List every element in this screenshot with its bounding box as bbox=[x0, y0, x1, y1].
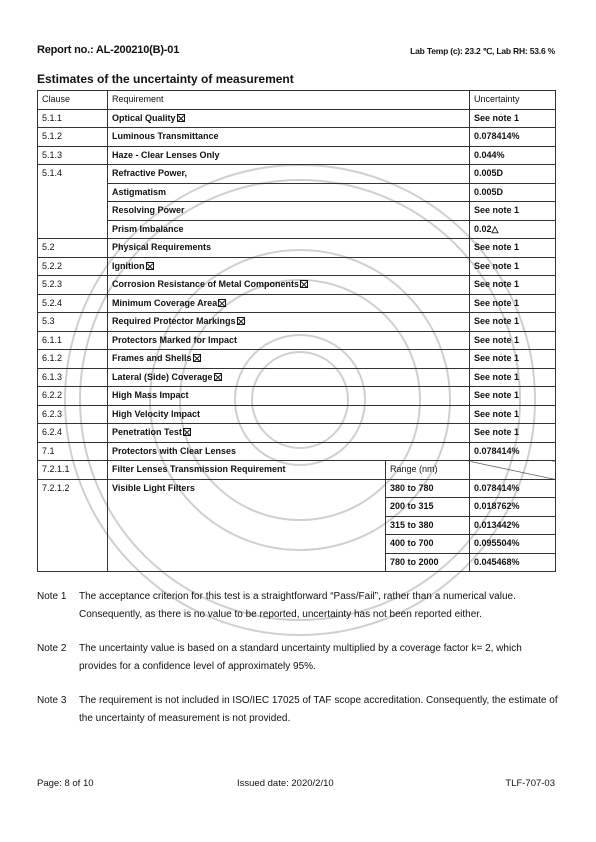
requirement-cell bbox=[108, 350, 470, 369]
requirement-text: High Mass Impact bbox=[112, 390, 189, 401]
uncertainty-cell: See note 1 bbox=[470, 294, 556, 313]
checkbox-x-icon bbox=[183, 428, 191, 436]
uncertainty-cell: 0.044% bbox=[470, 146, 556, 165]
requirement-cell bbox=[108, 239, 470, 258]
uncertainty-cell: 0.018762% bbox=[470, 498, 556, 517]
note-label: Note 1 bbox=[37, 591, 67, 602]
form-number: TLF-707-03 bbox=[505, 778, 555, 789]
table-row bbox=[38, 183, 556, 202]
uncertainty-cell: 0.078414% bbox=[470, 442, 556, 461]
requirement-text: Protectors with Clear Lenses bbox=[112, 445, 237, 456]
requirement-cell bbox=[108, 313, 470, 332]
page-footer bbox=[37, 778, 555, 792]
requirement-text: Refractive Power, bbox=[112, 168, 188, 179]
requirement-cell bbox=[108, 442, 470, 461]
requirement-cell bbox=[108, 331, 470, 350]
table-row bbox=[38, 202, 556, 221]
requirement-text: Astigmatism bbox=[112, 186, 167, 197]
requirement-text: Prism Imbalance bbox=[112, 223, 184, 234]
uncertainty-cell: See note 1 bbox=[470, 276, 556, 295]
note-text: The acceptance criterion for this test is a straightforward “Pass/Fail”, rather than a numerical value. Consequently, as there is no value to be reported, uncertainty has not been reported either. bbox=[79, 591, 516, 620]
table-body bbox=[38, 109, 556, 572]
table-row bbox=[38, 424, 556, 443]
table-row bbox=[38, 257, 556, 276]
section-title: Estimates of the uncertainty of measurement bbox=[37, 72, 294, 86]
requirement-cell bbox=[108, 183, 470, 202]
uncertainty-cell: 0.045468% bbox=[470, 553, 556, 572]
requirement-text: Lateral (Side) Coverage bbox=[112, 371, 213, 382]
uncertainty-cell: See note 1 bbox=[470, 331, 556, 350]
requirement-text: Ignition bbox=[112, 260, 145, 271]
note-label: Note 2 bbox=[37, 643, 67, 654]
clause-cell: 6.1.1 bbox=[38, 331, 108, 350]
clause-cell: 6.2.2 bbox=[38, 387, 108, 406]
table-header-row bbox=[38, 91, 556, 110]
note-label: Note 3 bbox=[37, 695, 67, 706]
note-2 bbox=[37, 640, 561, 676]
issued-date: Issued date: 2020/2/10 bbox=[237, 778, 334, 789]
uncertainty-table bbox=[37, 90, 556, 572]
requirement-text: Protectors Marked for Impact bbox=[112, 334, 238, 345]
clause-cell: 5.1.2 bbox=[38, 128, 108, 147]
page-header bbox=[37, 44, 555, 60]
requirement-text: Required Protector Markings bbox=[112, 316, 236, 327]
uncertainty-cell: See note 1 bbox=[470, 109, 556, 128]
table-row bbox=[38, 387, 556, 406]
note-text: The requirement is not included in ISO/IEC 17025 of TAF scope accreditation. Consequently, the estimate of the uncertainty of measurement is not provided. bbox=[79, 695, 558, 724]
table-row bbox=[38, 146, 556, 165]
header-clause: Clause bbox=[38, 91, 108, 110]
uncertainty-cell: See note 1 bbox=[470, 350, 556, 369]
requirement-cell bbox=[108, 220, 470, 239]
requirement-cell bbox=[108, 424, 470, 443]
uncertainty-cell: See note 1 bbox=[470, 202, 556, 221]
checkbox-x-icon bbox=[218, 299, 226, 307]
clause-cell: 5.2.3 bbox=[38, 276, 108, 295]
range-cell: 400 to 700 bbox=[386, 535, 470, 554]
clause-cell: 5.2 bbox=[38, 239, 108, 258]
table-row-filter bbox=[38, 461, 556, 480]
requirement-cell bbox=[108, 276, 470, 295]
uncertainty-cell: See note 1 bbox=[470, 405, 556, 424]
table-row bbox=[38, 294, 556, 313]
clause-cell: 6.2.4 bbox=[38, 424, 108, 443]
uncertainty-cell: See note 1 bbox=[470, 257, 556, 276]
table-row bbox=[38, 313, 556, 332]
requirement-text: Corrosion Resistance of Metal Components bbox=[112, 279, 300, 290]
requirement-cell bbox=[108, 146, 470, 165]
range-cell: 315 to 380 bbox=[386, 516, 470, 535]
range-cell: 780 to 2000 bbox=[386, 553, 470, 572]
uncertainty-cell: 0.095504% bbox=[470, 535, 556, 554]
requirement-text: Luminous Transmittance bbox=[112, 131, 219, 142]
clause-cell: 5.1.1 bbox=[38, 109, 108, 128]
checkbox-x-icon bbox=[300, 280, 308, 288]
table-row-visible-light bbox=[38, 479, 556, 498]
uncertainty-cell: 0.078414% bbox=[470, 128, 556, 147]
range-cell: 380 to 780 bbox=[386, 479, 470, 498]
table-row bbox=[38, 350, 556, 369]
report-number: Report no.: AL-200210(B)-01 bbox=[37, 44, 180, 56]
checkbox-x-icon bbox=[193, 354, 201, 362]
requirement-cell bbox=[108, 387, 470, 406]
note-1 bbox=[37, 588, 561, 624]
clause-cell: 5.2.2 bbox=[38, 257, 108, 276]
uncertainty-cell: See note 1 bbox=[470, 387, 556, 406]
lab-conditions: Lab Temp (c): 23.2 ℃, Lab RH: 53.6 % bbox=[410, 46, 555, 56]
requirement-cell bbox=[108, 128, 470, 147]
requirement-text: Optical Quality bbox=[112, 112, 176, 123]
table-row bbox=[38, 331, 556, 350]
range-cell: 200 to 315 bbox=[386, 498, 470, 517]
table-row bbox=[38, 368, 556, 387]
requirement-cell bbox=[108, 202, 470, 221]
uncertainty-cell: 0.005D bbox=[470, 183, 556, 202]
requirement-text: Penetration Test bbox=[112, 427, 182, 438]
requirement-text: Physical Requirements bbox=[112, 242, 212, 253]
requirement-cell: Visible Light Filters bbox=[108, 479, 386, 572]
clause-cell: 6.1.2 bbox=[38, 350, 108, 369]
header-requirement: Requirement bbox=[108, 91, 470, 110]
checkbox-x-icon bbox=[214, 373, 222, 381]
uncertainty-cell: 0.078414% bbox=[470, 479, 556, 498]
uncertainty-cell: See note 1 bbox=[470, 239, 556, 258]
clause-cell: 7.2.1.2 bbox=[38, 479, 108, 572]
requirement-cell bbox=[108, 257, 470, 276]
page-number: Page: 8 of 10 bbox=[37, 778, 94, 789]
clause-cell: 5.3 bbox=[38, 313, 108, 332]
uncertainty-cell: 0.013442% bbox=[470, 516, 556, 535]
table-row bbox=[38, 276, 556, 295]
uncertainty-cell: 0.005D bbox=[470, 165, 556, 184]
requirement-cell bbox=[108, 109, 470, 128]
uncertainty-cell: 0.02△ bbox=[470, 220, 556, 239]
clause-cell: 5.1.4 bbox=[38, 165, 108, 239]
range-header-cell: Range (nm) bbox=[386, 461, 470, 480]
requirement-cell bbox=[108, 368, 470, 387]
table-row bbox=[38, 239, 556, 258]
header-uncertainty: Uncertainty bbox=[470, 91, 556, 110]
requirement-cell bbox=[108, 165, 470, 184]
table-row bbox=[38, 442, 556, 461]
checkbox-x-icon bbox=[237, 317, 245, 325]
requirement-text: High Velocity Impact bbox=[112, 408, 201, 419]
clause-cell: 6.2.3 bbox=[38, 405, 108, 424]
requirement-text: Resolving Power bbox=[112, 205, 185, 216]
clause-cell: 5.2.4 bbox=[38, 294, 108, 313]
uncertainty-cell: See note 1 bbox=[470, 313, 556, 332]
table-row bbox=[38, 128, 556, 147]
table-row bbox=[38, 220, 556, 239]
clause-cell: 5.1.3 bbox=[38, 146, 108, 165]
uncertainty-cell: See note 1 bbox=[470, 424, 556, 443]
checkbox-x-icon bbox=[177, 114, 185, 122]
table-row bbox=[38, 165, 556, 184]
clause-cell: 7.1 bbox=[38, 442, 108, 461]
requirement-cell bbox=[108, 405, 470, 424]
uncertainty-cell: See note 1 bbox=[470, 368, 556, 387]
note-3 bbox=[37, 692, 561, 728]
requirement-text: Haze - Clear Lenses Only bbox=[112, 149, 220, 160]
requirement-text: Minimum Coverage Area bbox=[112, 297, 218, 308]
clause-cell: 6.1.3 bbox=[38, 368, 108, 387]
table-row bbox=[38, 109, 556, 128]
diagonal-empty-cell bbox=[470, 461, 556, 480]
notes-section bbox=[37, 588, 561, 744]
checkbox-x-icon bbox=[146, 262, 154, 270]
clause-cell: 7.2.1.1 bbox=[38, 461, 108, 480]
requirement-cell: Filter Lenses Transmission Requirement bbox=[108, 461, 386, 480]
note-text: The uncertainty value is based on a standard uncertainty multiplied by a coverage factor k= 2, which provides for a confidence level of approximately 95%. bbox=[79, 643, 522, 672]
requirement-text: Frames and Shells bbox=[112, 353, 192, 364]
requirement-cell bbox=[108, 294, 470, 313]
table-row bbox=[38, 405, 556, 424]
